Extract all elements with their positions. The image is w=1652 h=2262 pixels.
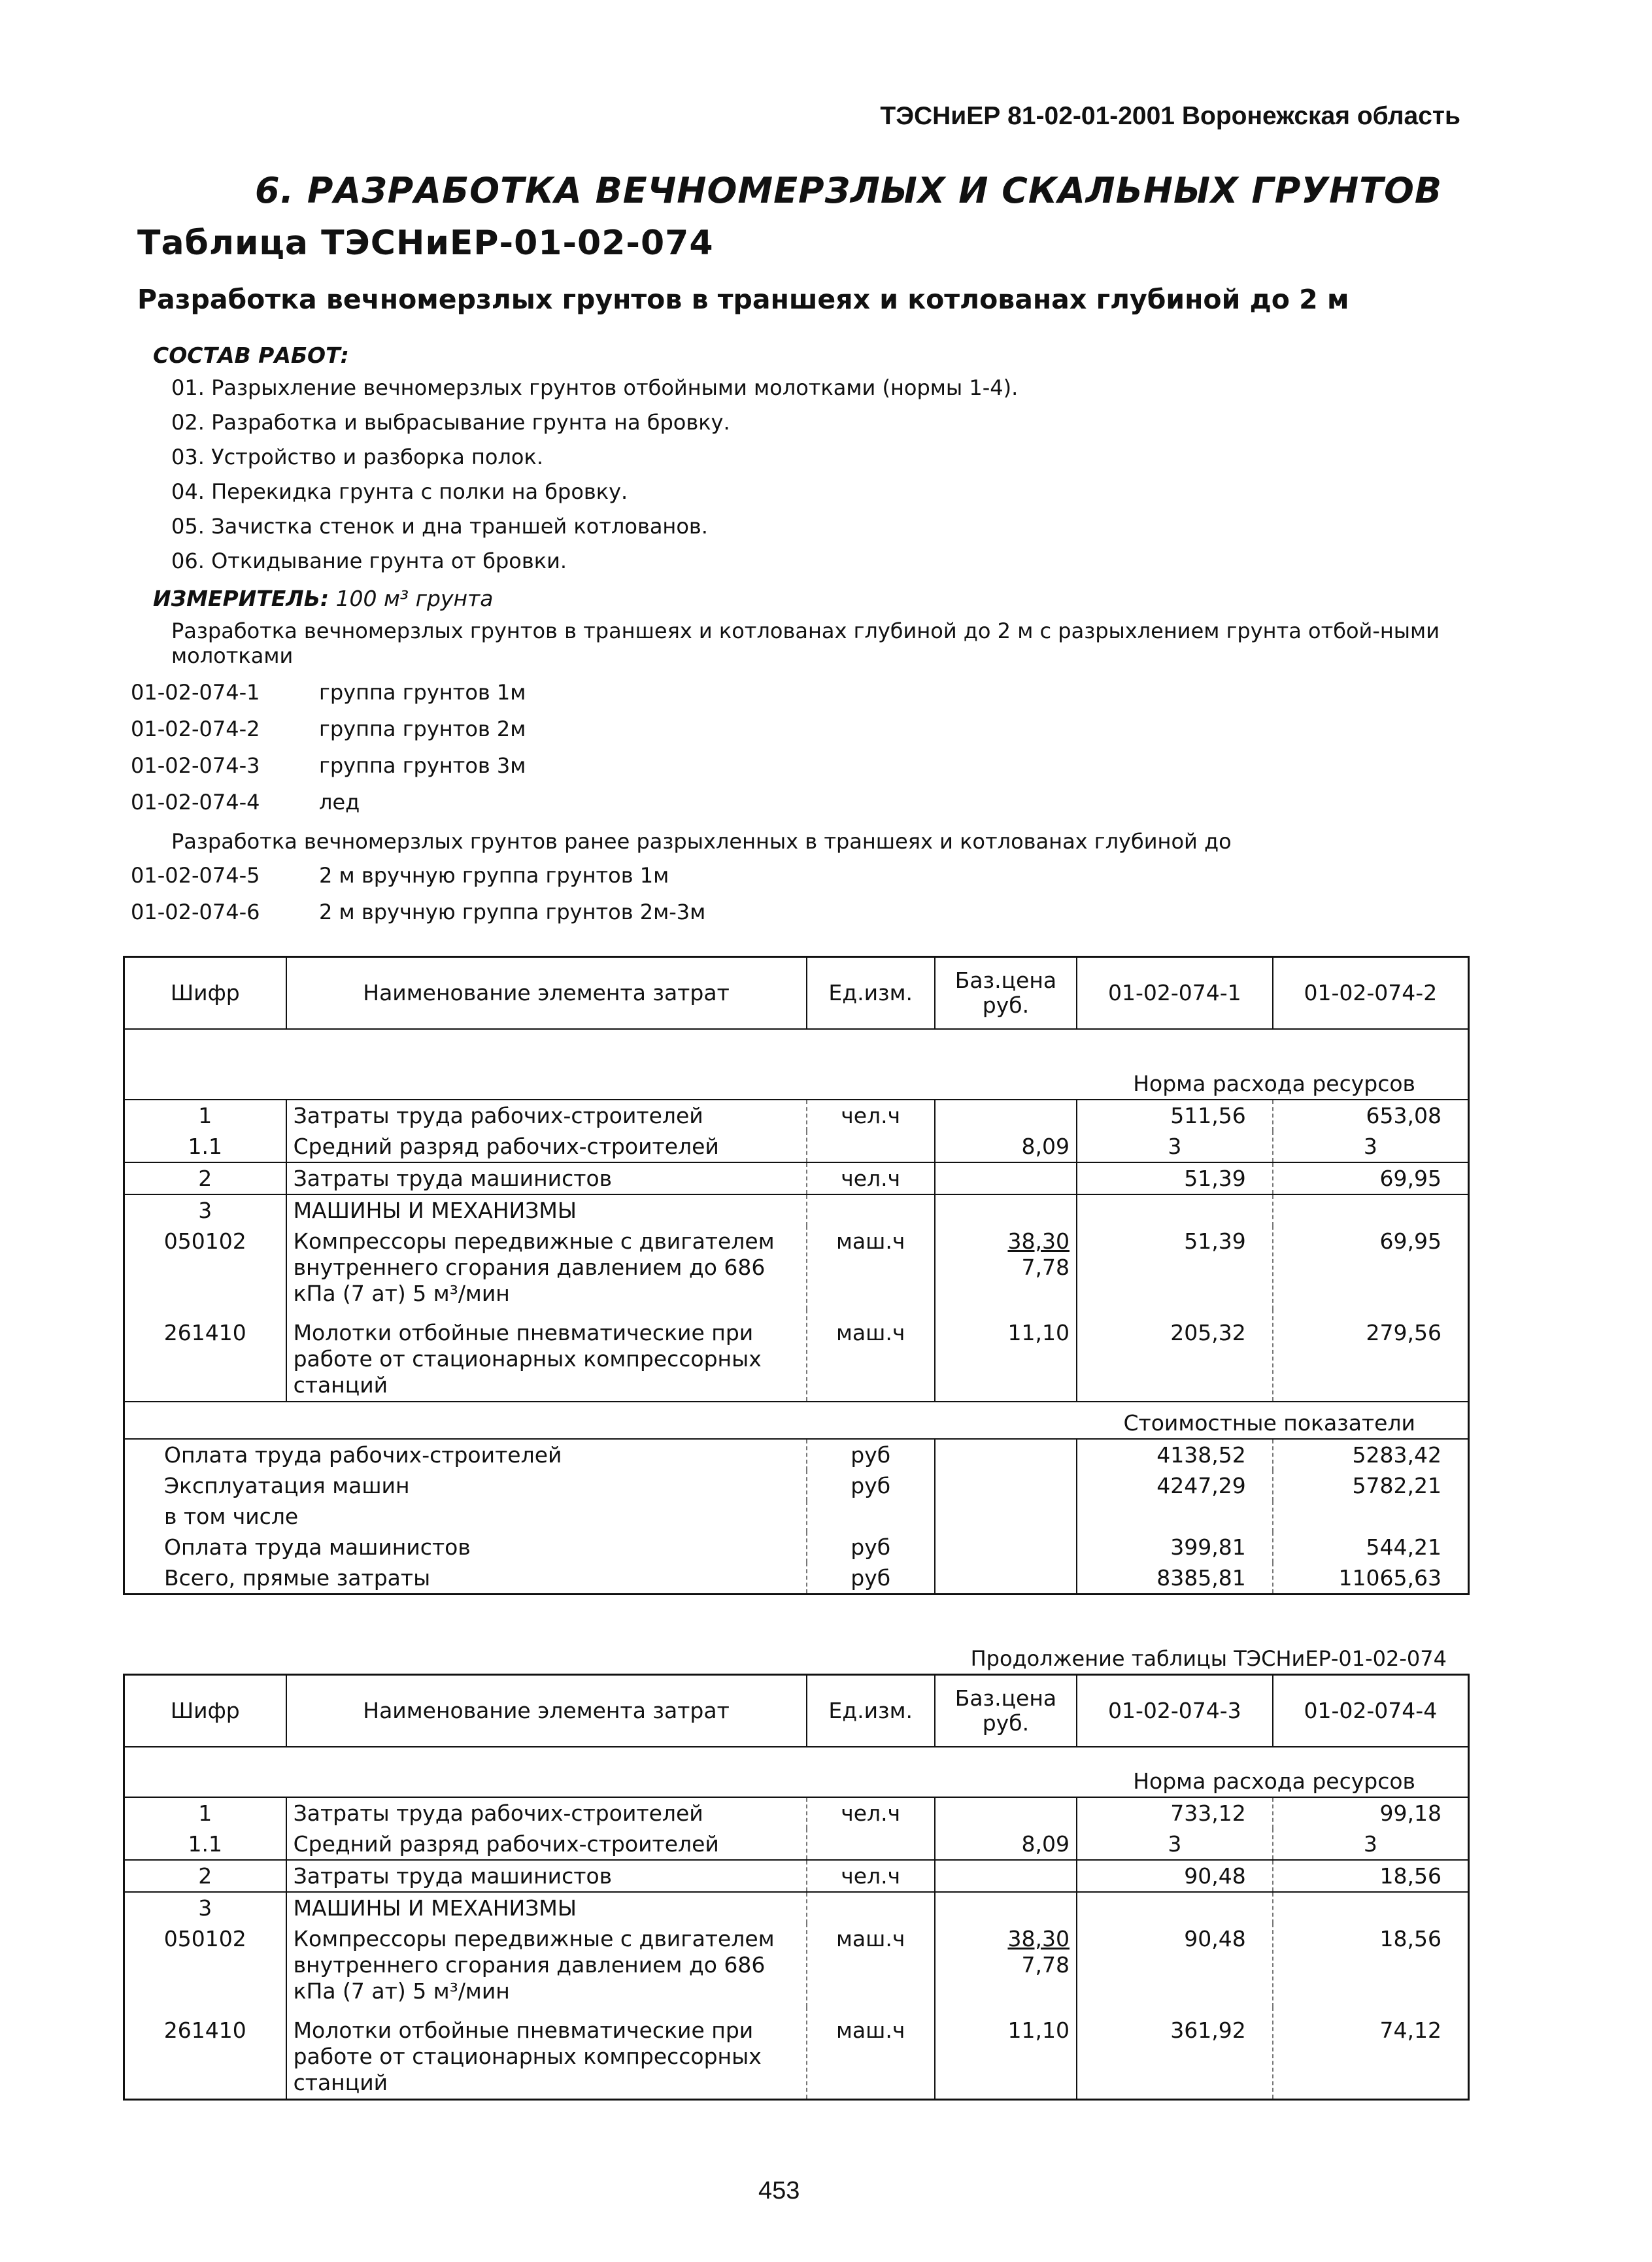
table-row: 261410 Молотки отбойные пневматические при работе от стационарных компрессорных станций маш.ч 11,10 361,92 74,12 — [124, 2007, 1469, 2100]
header-name: Наименование элемента затрат — [286, 957, 807, 1030]
table-row: 261410 Молотки отбойные пневматические при работе от стационарных компрессорных станций маш.ч 11,10 205,32 279,56 — [124, 1309, 1469, 1402]
continuation-caption: Продолжение таблицы ТЭСНиЕР-01-02-074 — [970, 1646, 1447, 1671]
norm-name: группа грунтов 2м — [319, 717, 526, 741]
group1-description: Разработка вечномерзлых грунтов в траншеях и котлованах глубиной до 2 м с разрыхлением грунта отбой-ными молотками — [171, 618, 1440, 668]
cost-row: в том числе — [124, 1501, 1469, 1532]
group2-description: Разработка вечномерзлых грунтов ранее разрыхленных в траншеях и котлованах глубиной до — [171, 829, 1232, 854]
page-number: 453 — [758, 2177, 800, 2204]
composition-item: 05. Зачистка стенок и дна траншей котлованов. — [171, 514, 708, 539]
resource-table-1 — [123, 956, 1470, 1595]
table-row: 050102 Компрессоры передвижные с двигателем внутреннего сгорания давлением до 686 кПа (7 ат) 5 м³/мин маш.ч 38,30 7,78 90,48 18,56 — [124, 1923, 1469, 2007]
table-row: 1 Затраты труда рабочих-строителей чел.ч 511,56 653,08 — [124, 1100, 1469, 1131]
resource-table-2 — [123, 1674, 1470, 2101]
table-row: 1 Затраты труда рабочих-строителей чел.ч 733,12 99,18 — [124, 1797, 1469, 1829]
norm-name: 2 м вручную группа грунтов 2м-3м — [319, 900, 706, 924]
composition-item: 02. Разработка и выбрасывание грунта на бровку. — [171, 410, 730, 435]
norm-code: 01-02-074-3 — [131, 753, 260, 778]
running-header: ТЭСНиЕР 81-02-01-2001 Воронежская область — [880, 102, 1460, 130]
composition-heading: СОСТАВ РАБОТ: — [153, 343, 349, 368]
norm-code: 01-02-074-2 — [131, 717, 260, 741]
table-row: 2 Затраты труда машинистов чел.ч 51,39 69,95 — [124, 1162, 1469, 1194]
norm-code: 01-02-074-6 — [131, 900, 260, 924]
table-row: 1.1 Средний разряд рабочих-строителей 8,09 3 3 — [124, 1131, 1469, 1162]
cost-label: Стоимостные показатели — [124, 1402, 1469, 1439]
norm-name: 2 м вручную группа грунтов 1м — [319, 863, 669, 888]
norm-label: Норма расхода ресурсов — [1133, 1768, 1415, 1794]
norm-label: Норма расхода ресурсов — [1133, 1071, 1415, 1096]
norm-name: группа грунтов 3м — [319, 753, 526, 778]
table-row: 1.1 Средний разряд рабочих-строителей 8,09 3 3 — [124, 1829, 1469, 1860]
meter-value: 100 м³ грунта — [335, 586, 494, 611]
header-col-a: 01-02-074-1 — [1077, 957, 1273, 1030]
composition-item: 01. Разрыхление вечномерзлых грунтов отбойными молотками (нормы 1-4). — [171, 375, 1019, 400]
cost-row: Оплата труда рабочих-строителей руб 4138,52 5283,42 — [124, 1439, 1469, 1470]
header-price: Баз.цена руб. — [935, 957, 1077, 1030]
norm-code: 01-02-074-5 — [131, 863, 260, 888]
composition-item: 03. Устройство и разборка полок. — [171, 445, 543, 469]
header-unit: Ед.изм. — [807, 1675, 935, 1747]
composition-item: 06. Откидывание грунта от бровки. — [171, 549, 567, 573]
cost-row: Всего, прямые затраты руб 8385,81 11065,63 — [124, 1562, 1469, 1595]
cost-row: Эксплуатация машин руб 4247,29 5782,21 — [124, 1470, 1469, 1501]
meter — [153, 586, 494, 611]
header-col-a: 01-02-074-3 — [1077, 1675, 1273, 1747]
header-col-b: 01-02-074-4 — [1273, 1675, 1469, 1747]
table-row: 3 МАШИНЫ И МЕХАНИЗМЫ — [124, 1892, 1469, 1923]
table-row: 3 МАШИНЫ И МЕХАНИЗМЫ — [124, 1194, 1469, 1226]
table-subtitle: Разработка вечномерзлых грунтов в траншеях и котлованах глубиной до 2 м — [137, 284, 1349, 315]
composition-item: 04. Перекидка грунта с полки на бровку. — [171, 479, 628, 504]
norm-code: 01-02-074-1 — [131, 680, 260, 705]
header-col-b: 01-02-074-2 — [1273, 957, 1469, 1030]
header-code: Шифр — [124, 1675, 286, 1747]
norm-code: 01-02-074-4 — [131, 790, 260, 815]
meter-label: ИЗМЕРИТЕЛЬ: — [153, 586, 329, 611]
header-code: Шифр — [124, 957, 286, 1030]
header-name: Наименование элемента затрат — [286, 1675, 807, 1747]
section-title: 6. РАЗРАБОТКА ВЕЧНОМЕРЗЛЫХ И СКАЛЬНЫХ ГРУНТОВ — [255, 170, 1443, 211]
table-row: 2 Затраты труда машинистов чел.ч 90,48 18,56 — [124, 1860, 1469, 1892]
norm-name: лед — [319, 790, 360, 815]
table-title: Таблица ТЭСНиЕР-01-02-074 — [137, 224, 714, 263]
table-row: 050102 Компрессоры передвижные с двигателем внутреннего сгорания давлением до 686 кПа (7 ат) 5 м³/мин маш.ч 38,30 7,78 51,39 69,95 — [124, 1226, 1469, 1309]
header-unit: Ед.изм. — [807, 957, 935, 1030]
header-price: Баз.цена руб. — [935, 1675, 1077, 1747]
norm-name: группа грунтов 1м — [319, 680, 526, 705]
cost-row: Оплата труда машинистов руб 399,81 544,21 — [124, 1532, 1469, 1562]
